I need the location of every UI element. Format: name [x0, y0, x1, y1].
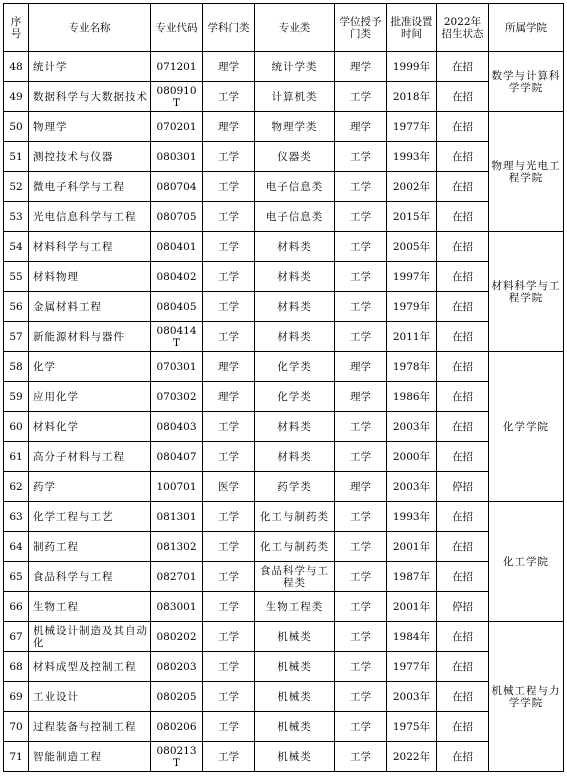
- major-code: 080704: [151, 172, 203, 202]
- table-row: [4, 742, 564, 772]
- row-number: 55: [4, 262, 29, 292]
- row-number: 62: [4, 472, 29, 502]
- college-name: 材料科学与工程学院: [489, 232, 564, 352]
- approval-year: 2002年: [387, 172, 437, 202]
- major-name: 智能制造工程: [29, 742, 151, 772]
- major-name: 光电信息科学与工程: [29, 202, 151, 232]
- discipline: 工学: [203, 562, 255, 592]
- discipline: 工学: [203, 232, 255, 262]
- table-row: [4, 262, 564, 292]
- major-code: 081301: [151, 502, 203, 532]
- major-code: 080203: [151, 652, 203, 682]
- discipline: 理学: [203, 352, 255, 382]
- discipline: 工学: [203, 202, 255, 232]
- header-no: 序号: [4, 4, 29, 52]
- major-name: 药学: [29, 472, 151, 502]
- header-approval-time: 批准设置时间: [387, 4, 437, 52]
- enrollment-status: 在招: [437, 172, 489, 202]
- major-name: 新能源材料与器件: [29, 322, 151, 352]
- row-number: 70: [4, 712, 29, 742]
- discipline: 工学: [203, 412, 255, 442]
- enrollment-status: 在招: [437, 682, 489, 712]
- major-name: 生物工程: [29, 592, 151, 622]
- enrollment-status: 在招: [437, 112, 489, 142]
- table-row: [4, 712, 564, 742]
- table-row: [4, 592, 564, 622]
- major-code: 071201: [151, 52, 203, 82]
- enrollment-status: 在招: [437, 322, 489, 352]
- discipline: 工学: [203, 652, 255, 682]
- major-category: 机械类: [255, 712, 335, 742]
- major-code: 082701: [151, 562, 203, 592]
- major-code: 080202: [151, 622, 203, 652]
- major-name: 统计学: [29, 52, 151, 82]
- approval-year: 1999年: [387, 52, 437, 82]
- header-major-category: 专业类: [255, 4, 335, 52]
- discipline: 工学: [203, 532, 255, 562]
- degree-category: 工学: [335, 652, 387, 682]
- header-college: 所属学院: [489, 4, 564, 52]
- approval-year: 2022年: [387, 742, 437, 772]
- table-row: [4, 322, 564, 352]
- college-name: 数学与计算科学学院: [489, 52, 564, 112]
- approval-year: 1993年: [387, 142, 437, 172]
- major-category: 材料类: [255, 322, 335, 352]
- table-row: [4, 532, 564, 562]
- major-category: 化学类: [255, 382, 335, 412]
- major-name: 材料科学与工程: [29, 232, 151, 262]
- major-code: 080213T: [151, 742, 203, 772]
- table-body: [4, 52, 564, 772]
- table-row: [4, 202, 564, 232]
- major-code: 083001: [151, 592, 203, 622]
- major-category: 机械类: [255, 742, 335, 772]
- approval-year: 1993年: [387, 502, 437, 532]
- enrollment-status: 在招: [437, 352, 489, 382]
- degree-category: 工学: [335, 742, 387, 772]
- degree-category: 工学: [335, 82, 387, 112]
- college-name: 化学学院: [489, 352, 564, 502]
- degree-category: 工学: [335, 232, 387, 262]
- enrollment-status: 在招: [437, 82, 489, 112]
- degree-category: 工学: [335, 682, 387, 712]
- major-category: 化工与制药类: [255, 532, 335, 562]
- row-number: 65: [4, 562, 29, 592]
- enrollment-status: 在招: [437, 142, 489, 172]
- table-row: [4, 352, 564, 382]
- approval-year: 2001年: [387, 592, 437, 622]
- major-name: 材料物理: [29, 262, 151, 292]
- enrollment-status: 在招: [437, 442, 489, 472]
- table-row: [4, 652, 564, 682]
- row-number: 69: [4, 682, 29, 712]
- table-row: [4, 562, 564, 592]
- major-code: 080402: [151, 262, 203, 292]
- enrollment-status: 在招: [437, 262, 489, 292]
- enrollment-status: 在招: [437, 232, 489, 262]
- enrollment-status: 停招: [437, 472, 489, 502]
- row-number: 54: [4, 232, 29, 262]
- major-name: 材料成型及控制工程: [29, 652, 151, 682]
- major-name: 工业设计: [29, 682, 151, 712]
- row-number: 51: [4, 142, 29, 172]
- major-name: 化学: [29, 352, 151, 382]
- approval-year: 2003年: [387, 472, 437, 502]
- degree-category: 工学: [335, 502, 387, 532]
- discipline: 工学: [203, 262, 255, 292]
- discipline: 工学: [203, 322, 255, 352]
- row-number: 49: [4, 82, 29, 112]
- degree-category: 理学: [335, 382, 387, 412]
- major-category: 电子信息类: [255, 202, 335, 232]
- major-code: 080205: [151, 682, 203, 712]
- discipline: 理学: [203, 52, 255, 82]
- major-category: 机械类: [255, 622, 335, 652]
- table-row: [4, 82, 564, 112]
- discipline: 工学: [203, 682, 255, 712]
- row-number: 63: [4, 502, 29, 532]
- major-name: 过程装备与控制工程: [29, 712, 151, 742]
- major-category: 机械类: [255, 652, 335, 682]
- discipline: 工学: [203, 742, 255, 772]
- degree-category: 理学: [335, 352, 387, 382]
- enrollment-status: 在招: [437, 712, 489, 742]
- major-category: 电子信息类: [255, 172, 335, 202]
- table-row: [4, 502, 564, 532]
- row-number: 60: [4, 412, 29, 442]
- major-category: 材料类: [255, 412, 335, 442]
- major-code: 080401: [151, 232, 203, 262]
- enrollment-status: 在招: [437, 52, 489, 82]
- approval-year: 2015年: [387, 202, 437, 232]
- table-row: [4, 682, 564, 712]
- major-category: 计算机类: [255, 82, 335, 112]
- enrollment-status: 在招: [437, 382, 489, 412]
- row-number: 56: [4, 292, 29, 322]
- major-code: 070201: [151, 112, 203, 142]
- major-code: 080407: [151, 442, 203, 472]
- discipline: 理学: [203, 382, 255, 412]
- degree-category: 理学: [335, 112, 387, 142]
- approval-year: 2018年: [387, 82, 437, 112]
- table-row: [4, 292, 564, 322]
- major-code: 080414T: [151, 322, 203, 352]
- enrollment-status: 在招: [437, 202, 489, 232]
- approval-year: 1987年: [387, 562, 437, 592]
- approval-year: 2003年: [387, 682, 437, 712]
- approval-year: 2003年: [387, 412, 437, 442]
- row-number: 68: [4, 652, 29, 682]
- enrollment-status: 在招: [437, 562, 489, 592]
- major-name: 机械设计制造及其自动化: [29, 622, 151, 652]
- majors-table: [3, 3, 564, 772]
- discipline: 工学: [203, 592, 255, 622]
- header-major-code: 专业代码: [151, 4, 203, 52]
- approval-year: 1979年: [387, 292, 437, 322]
- approval-year: 2005年: [387, 232, 437, 262]
- discipline: 工学: [203, 712, 255, 742]
- header-row: [4, 4, 564, 52]
- approval-year: 1984年: [387, 622, 437, 652]
- approval-year: 1978年: [387, 352, 437, 382]
- row-number: 71: [4, 742, 29, 772]
- enrollment-status: 在招: [437, 532, 489, 562]
- degree-category: 工学: [335, 322, 387, 352]
- degree-category: 工学: [335, 622, 387, 652]
- table-row: [4, 142, 564, 172]
- enrollment-status: 在招: [437, 412, 489, 442]
- header-degree-category: 学位授予门类: [335, 4, 387, 52]
- enrollment-status: 在招: [437, 742, 489, 772]
- major-category: 生物工程类: [255, 592, 335, 622]
- enrollment-status: 停招: [437, 592, 489, 622]
- college-name: 物理与光电工程学院: [489, 112, 564, 232]
- degree-category: 工学: [335, 412, 387, 442]
- discipline: 工学: [203, 172, 255, 202]
- row-number: 57: [4, 322, 29, 352]
- degree-category: 工学: [335, 562, 387, 592]
- discipline: 工学: [203, 502, 255, 532]
- row-number: 61: [4, 442, 29, 472]
- major-code: 080405: [151, 292, 203, 322]
- major-category: 机械类: [255, 682, 335, 712]
- approval-year: 2011年: [387, 322, 437, 352]
- enrollment-status: 在招: [437, 652, 489, 682]
- major-name: 高分子材料与工程: [29, 442, 151, 472]
- major-category: 化学类: [255, 352, 335, 382]
- major-name: 制药工程: [29, 532, 151, 562]
- table-row: [4, 622, 564, 652]
- header-enrollment-status: 2022年招生状态: [437, 4, 489, 52]
- major-category: 仪器类: [255, 142, 335, 172]
- major-name: 物理学: [29, 112, 151, 142]
- college-name: 机械工程与力学学院: [489, 622, 564, 772]
- major-name: 数据科学与大数据技术: [29, 82, 151, 112]
- degree-category: 工学: [335, 292, 387, 322]
- major-code: 100701: [151, 472, 203, 502]
- degree-category: 工学: [335, 712, 387, 742]
- discipline: 工学: [203, 142, 255, 172]
- major-category: 材料类: [255, 262, 335, 292]
- major-code: 080910T: [151, 82, 203, 112]
- table-row: [4, 172, 564, 202]
- degree-category: 工学: [335, 262, 387, 292]
- major-name: 微电子科学与工程: [29, 172, 151, 202]
- major-category: 材料类: [255, 232, 335, 262]
- major-category: 化工与制药类: [255, 502, 335, 532]
- approval-year: 2000年: [387, 442, 437, 472]
- table-row: [4, 412, 564, 442]
- table-row: [4, 112, 564, 142]
- major-name: 食品科学与工程: [29, 562, 151, 592]
- row-number: 50: [4, 112, 29, 142]
- enrollment-status: 在招: [437, 622, 489, 652]
- approval-year: 1975年: [387, 712, 437, 742]
- major-code: 070302: [151, 382, 203, 412]
- major-name: 材料化学: [29, 412, 151, 442]
- table-header: [4, 4, 564, 52]
- major-name: 应用化学: [29, 382, 151, 412]
- major-category: 材料类: [255, 292, 335, 322]
- major-category: 物理学类: [255, 112, 335, 142]
- discipline: 理学: [203, 112, 255, 142]
- discipline: 工学: [203, 292, 255, 322]
- major-code: 081302: [151, 532, 203, 562]
- row-number: 58: [4, 352, 29, 382]
- row-number: 64: [4, 532, 29, 562]
- degree-category: 工学: [335, 592, 387, 622]
- discipline: 工学: [203, 622, 255, 652]
- degree-category: 理学: [335, 52, 387, 82]
- row-number: 66: [4, 592, 29, 622]
- approval-year: 2001年: [387, 532, 437, 562]
- header-discipline: 学科门类: [203, 4, 255, 52]
- degree-category: 工学: [335, 142, 387, 172]
- degree-category: 工学: [335, 202, 387, 232]
- major-code: 080705: [151, 202, 203, 232]
- discipline: 医学: [203, 472, 255, 502]
- degree-category: 工学: [335, 442, 387, 472]
- major-name: 测控技术与仪器: [29, 142, 151, 172]
- major-category: 材料类: [255, 442, 335, 472]
- major-category: 药学类: [255, 472, 335, 502]
- major-category: 统计学类: [255, 52, 335, 82]
- degree-category: 工学: [335, 532, 387, 562]
- major-name: 金属材料工程: [29, 292, 151, 322]
- major-code: 080206: [151, 712, 203, 742]
- enrollment-status: 在招: [437, 502, 489, 532]
- row-number: 53: [4, 202, 29, 232]
- degree-category: 工学: [335, 172, 387, 202]
- approval-year: 1997年: [387, 262, 437, 292]
- table-row: [4, 52, 564, 82]
- approval-year: 1977年: [387, 112, 437, 142]
- major-code: 070301: [151, 352, 203, 382]
- row-number: 67: [4, 622, 29, 652]
- degree-category: 理学: [335, 472, 387, 502]
- table-row: [4, 232, 564, 262]
- major-code: 080403: [151, 412, 203, 442]
- row-number: 48: [4, 52, 29, 82]
- table-row: [4, 472, 564, 502]
- row-number: 59: [4, 382, 29, 412]
- major-code: 080301: [151, 142, 203, 172]
- table-row: [4, 382, 564, 412]
- discipline: 工学: [203, 442, 255, 472]
- major-name: 化学工程与工艺: [29, 502, 151, 532]
- discipline: 工学: [203, 82, 255, 112]
- approval-year: 1977年: [387, 652, 437, 682]
- row-number: 52: [4, 172, 29, 202]
- enrollment-status: 在招: [437, 292, 489, 322]
- college-name: 化工学院: [489, 502, 564, 622]
- header-major-name: 专业名称: [29, 4, 151, 52]
- table-row: [4, 442, 564, 472]
- major-category: 食品科学与工程类: [255, 562, 335, 592]
- approval-year: 1986年: [387, 382, 437, 412]
